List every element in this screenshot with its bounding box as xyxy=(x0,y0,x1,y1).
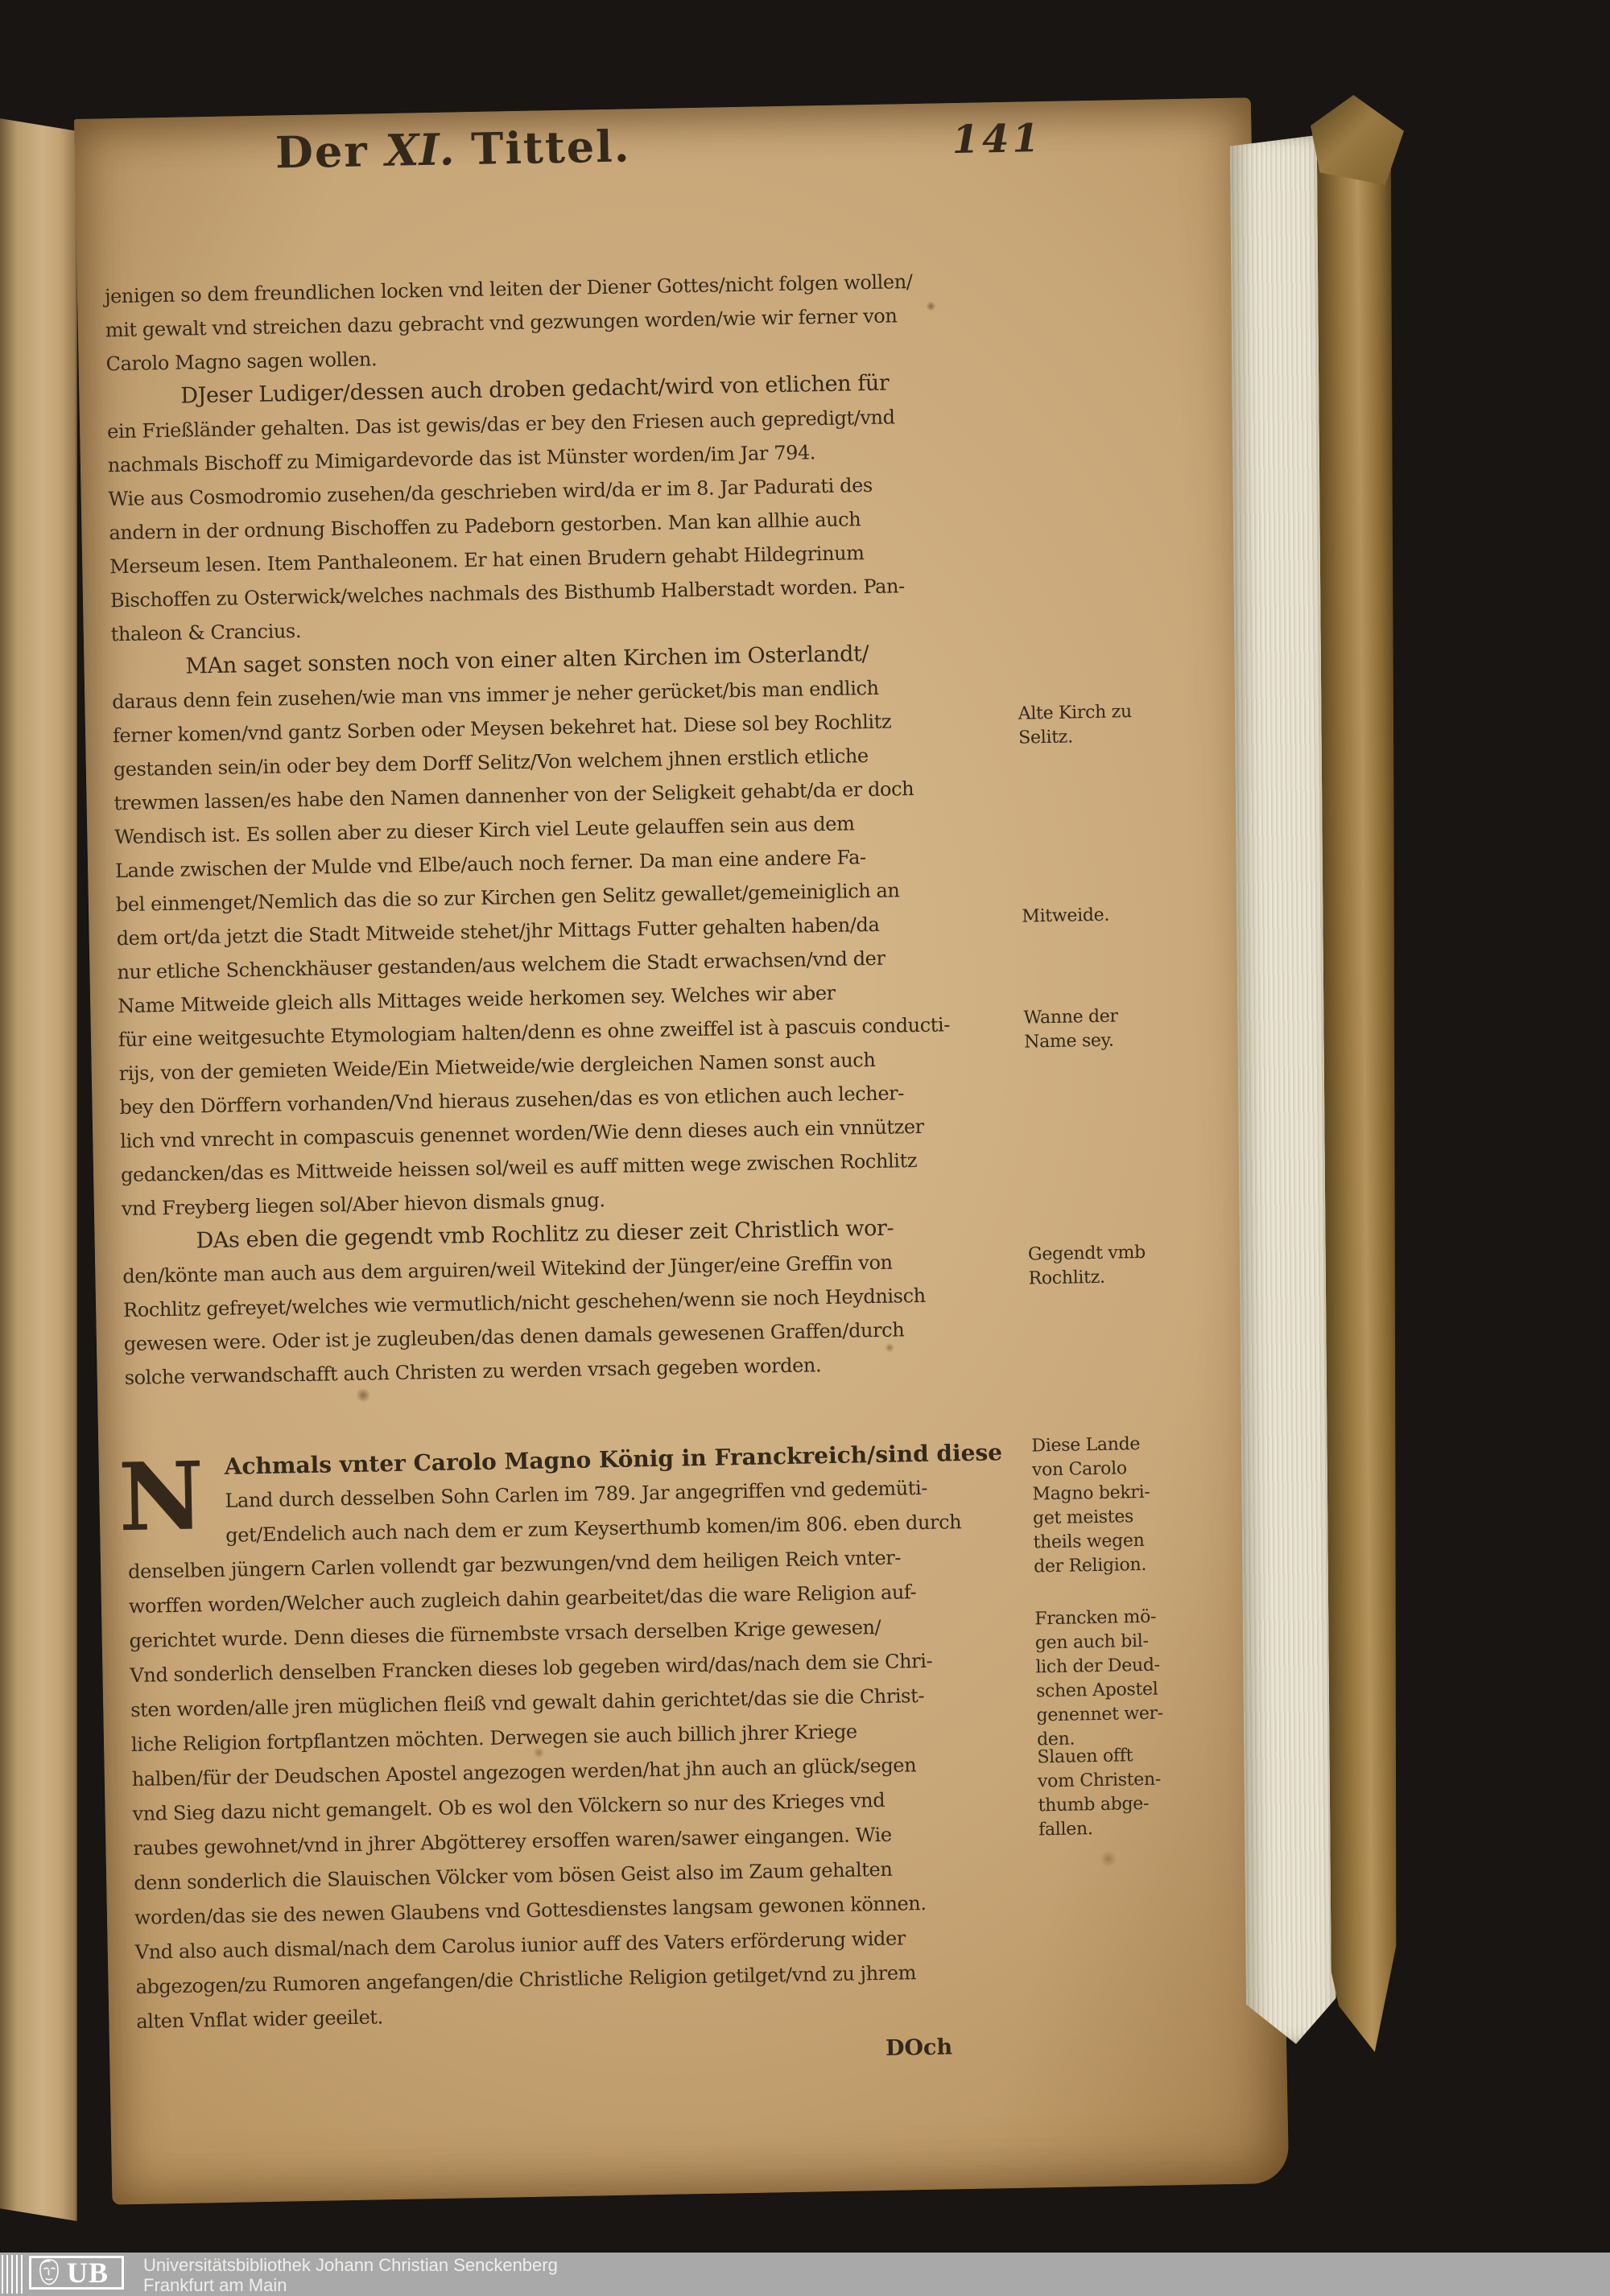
text-line: für eine weitgesuchte Etymologiam halten/denn es ohne zweiffel ist à pascuis conducti- xyxy=(118,1013,951,1052)
text-line: thaleon & Crancius. xyxy=(110,619,302,646)
paragraph xyxy=(111,635,1013,1226)
margin-note: Alte Kirch zu Selitz. xyxy=(1018,702,1133,748)
text-line: vnd Sieg dazu nicht gemangelt. Ob es wol den Völckern so nur des Krieges vnd xyxy=(132,1788,886,1826)
text-line: denn sonderlich die Slauischen Völcker vom bösen Geist also im Zaum gehalten xyxy=(133,1857,893,1895)
text-line: abgezogen/zu Rumoren angefangen/die Christliche Religion getilget/vnd zu jhrem xyxy=(135,1961,917,1998)
text-line: mit gewalt vnd streichen dazu gebracht vnd gezwungen worden/wie wir ferner von xyxy=(105,304,898,342)
paragraph xyxy=(106,365,1003,651)
text-line: sten worden/alle jren müglichen fleiß vnd gewalt dahin gerichtet/das sie die Christ- xyxy=(130,1684,925,1722)
text-line: nachmals Bischoff zu Mimigardevorde das ist Münster worden/im Jar 794. xyxy=(107,441,816,477)
text-line: DAs eben die gegendt vmb Rochlitz zu dieser zeit Christlich wor- xyxy=(196,1215,894,1254)
text-line: liche Religion fortpflantzen möchten. Derwegen sie auch billich jhrer Kriege xyxy=(130,1720,857,1757)
book-cover xyxy=(1317,121,1406,2053)
text-line: worffen worden/Welcher auch zugleich dahin gearbeitet/das die ware Religion auf- xyxy=(128,1581,917,1618)
text-line: worden/das sie des newen Glaubens vnd Gottesdienstes langsam gewonen können. xyxy=(134,1891,927,1929)
margin-note: Diese Lande von Carolo Magno bekri- get meistes theils wegen der Religion. xyxy=(1031,1434,1150,1577)
text-line: den/könte man auch aus dem arguiren/weil Witekind der Jünger/eine Greffin von xyxy=(122,1251,893,1288)
margin-note: Mitweide. xyxy=(1022,905,1110,927)
catchword: DOch xyxy=(885,2034,953,2061)
page-number: 141 xyxy=(952,115,1043,163)
text-line: andern in der ordnung Bischoffen zu Padeborn gestorben. Man kan allhie auch xyxy=(109,508,861,545)
text-line: Rochlitz gefreyet/welches wie vermutlich/nicht geschehen/wenn sie noch Heydnisch xyxy=(122,1284,926,1322)
margin-notes xyxy=(1007,99,1164,1841)
text-line: solche verwandschafft auch Christen zu werden vrsach gegeben worden. xyxy=(124,1354,822,1390)
text-line: rijs, von der gemieten Weide/Ein Mietweide/wie dergleichen Namen sonst auch xyxy=(118,1048,876,1086)
text-line: Name Mitweide gleich alls Mittages weide herkomen sey. Welches wir aber xyxy=(117,981,836,1018)
text-line: dem ort/da jetzt die Stadt Mitweide stehet/jhr Mittags Futter gehalten haben/da xyxy=(116,913,880,950)
text-line: ferner komen/vnd gantz Sorben oder Meysen bekehret hat. Diese sol bey Rochlitz xyxy=(112,710,892,748)
page-title-prefix: Der xyxy=(275,125,369,179)
text-line: Vnd also auch dismal/nach dem Carolus iunior auff des Vaters erförderung wider xyxy=(134,1927,906,1964)
library-footer-bar xyxy=(0,2253,1610,2296)
text-line: DJeser Ludiger/dessen auch droben gedacht/wird von etlichen für xyxy=(180,370,890,409)
library-caption xyxy=(143,2255,558,2295)
text-line: Lande zwischen der Mulde vnd Elbe/auch noch ferner. Da man eine andere Fa- xyxy=(114,846,866,883)
library-city: Frankfurt am Main xyxy=(143,2275,287,2295)
text-line: bey den Dörffern vorhanden/Vnd hieraus zusehen/das es von etlichen auch lecher- xyxy=(119,1082,905,1119)
paragraph xyxy=(122,1210,1017,1395)
adjacent-page-edge xyxy=(0,108,77,2221)
library-name: Universitätsbibliothek Johann Christian Senckenberg xyxy=(143,2255,558,2275)
paragraph xyxy=(105,263,998,381)
text-line: halben/für der Deudschen Apostel angezogen werden/hat jhn auch an glück/segen xyxy=(131,1754,917,1791)
ub-logo-text: UB xyxy=(67,2257,109,2289)
text-line: gedancken/das es Mittweide heissen sol/weil es auff mitten wege zwischen Rochlitz xyxy=(120,1149,918,1187)
stripes-icon xyxy=(2,2255,23,2294)
text-line: gewesen were. Oder ist je zugleuben/das denen damals gewesenen Graffen/durch xyxy=(123,1318,905,1356)
text-line: Merseum lesen. Item Panthaleonem. Er hat einen Brudern gehabt Hildegrinum xyxy=(109,542,865,579)
drop-cap-initial: N xyxy=(118,1441,205,1553)
margin-note: Slauen offt vom Christen- thumb abge- fallen. xyxy=(1037,1746,1162,1841)
text-line: Wendisch ist. Es sollen aber zu dieser Kirch viel Leute gelauffen sein aus dem xyxy=(114,812,855,849)
text-line: raubes gewohnet/vnd in jhrer Abgötterey ersoffen waren/sawer eingangen. Wie xyxy=(133,1823,892,1861)
text-line: alten Vnflat wider geeilet. xyxy=(136,2005,384,2033)
margin-note: Wanne der Name sey. xyxy=(1023,1006,1118,1053)
text-line: nur etliche Schenckhäuser gestanden/aus welchem die Stadt erwachsen/vnd der xyxy=(117,946,886,984)
book-page xyxy=(74,97,1289,2204)
paragraph xyxy=(118,1435,1028,2039)
text-line: gerichtet wurde. Denn dieses die fürnembste vrsach derselben Krige gewesen/ xyxy=(129,1615,881,1653)
text-line: jenigen so dem freundlichen locken vnd leiten der Diener Gottes/nicht folgen wollen/ xyxy=(104,270,913,308)
margin-note: Francken mö- gen auch bil- lich der Deud- schen Apostel genennet wer- den. xyxy=(1034,1606,1164,1750)
text-line: Wie aus Cosmodromio zusehen/da geschrieben wird/da er im 8. Jar Padurati des xyxy=(108,473,873,511)
text-line: gestanden sein/in oder bey dem Dorff Selitz/Von welchem jhnen erstlich etliche xyxy=(113,744,869,781)
book-cover-corner xyxy=(1311,95,1404,185)
page-title xyxy=(195,119,711,180)
text-line: Achmals vnter Carolo Magno König in Franckreich/sind diese xyxy=(224,1439,1003,1480)
text-line: ein Frießländer gehalten. Das ist gewis/das er bey den Friesen auch gepredigt/vnd xyxy=(106,406,895,443)
text-line: Bischoffen zu Osterwick/welches nachmals des Bisthumb Halberstadt worden. Pan- xyxy=(109,575,906,612)
text-line: bel einmenget/Nemlich das die so zur Kirchen gen Selitz gewallet/gemeiniglich an xyxy=(115,879,900,917)
text-line: denselben jüngern Carlen vollendt gar bezwungen/vnd dem heiligen Reich vnter- xyxy=(127,1546,902,1584)
page-title-suffix: Tittel. xyxy=(470,120,632,175)
text-line: MAn saget sonsten noch von einer alten Kirchen im Osterlandt/ xyxy=(185,641,869,679)
goethe-portrait-icon xyxy=(35,2257,64,2288)
text-line: lich vnd vnrecht in compascuis genennet worden/Wie denn dieses auch ein vnnützer xyxy=(120,1115,924,1153)
text-line: vnd Freyberg liegen sol/Aber hievon dismals gnug. xyxy=(121,1189,605,1221)
ub-logo xyxy=(29,2256,124,2290)
margin-note: Gegendt vmb Rochlitz. xyxy=(1027,1242,1146,1289)
page-title-numeral: XI. xyxy=(384,123,456,176)
text-line: Land durch desselben Sohn Carlen im 789. Jar angegriffen vnd gedemüti- xyxy=(225,1476,928,1512)
text-line: Vnd sonderlich denselben Francken dieses lob gegeben wird/das/nach dem sie Chri- xyxy=(130,1649,933,1688)
text-line: daraus denn fein zusehen/wie man vns immer je neher gerücket/bis man endlich xyxy=(112,676,879,714)
text-line: Carolo Magno sagen wollen. xyxy=(105,348,378,376)
text-line: trewmen lassen/es habe den Namen dannenher von der Seligkeit gehabt/da er doch xyxy=(114,777,914,815)
text-line: get/Endelich auch nach dem er zum Keyserthumb komen/im 806. eben durch xyxy=(225,1511,962,1547)
